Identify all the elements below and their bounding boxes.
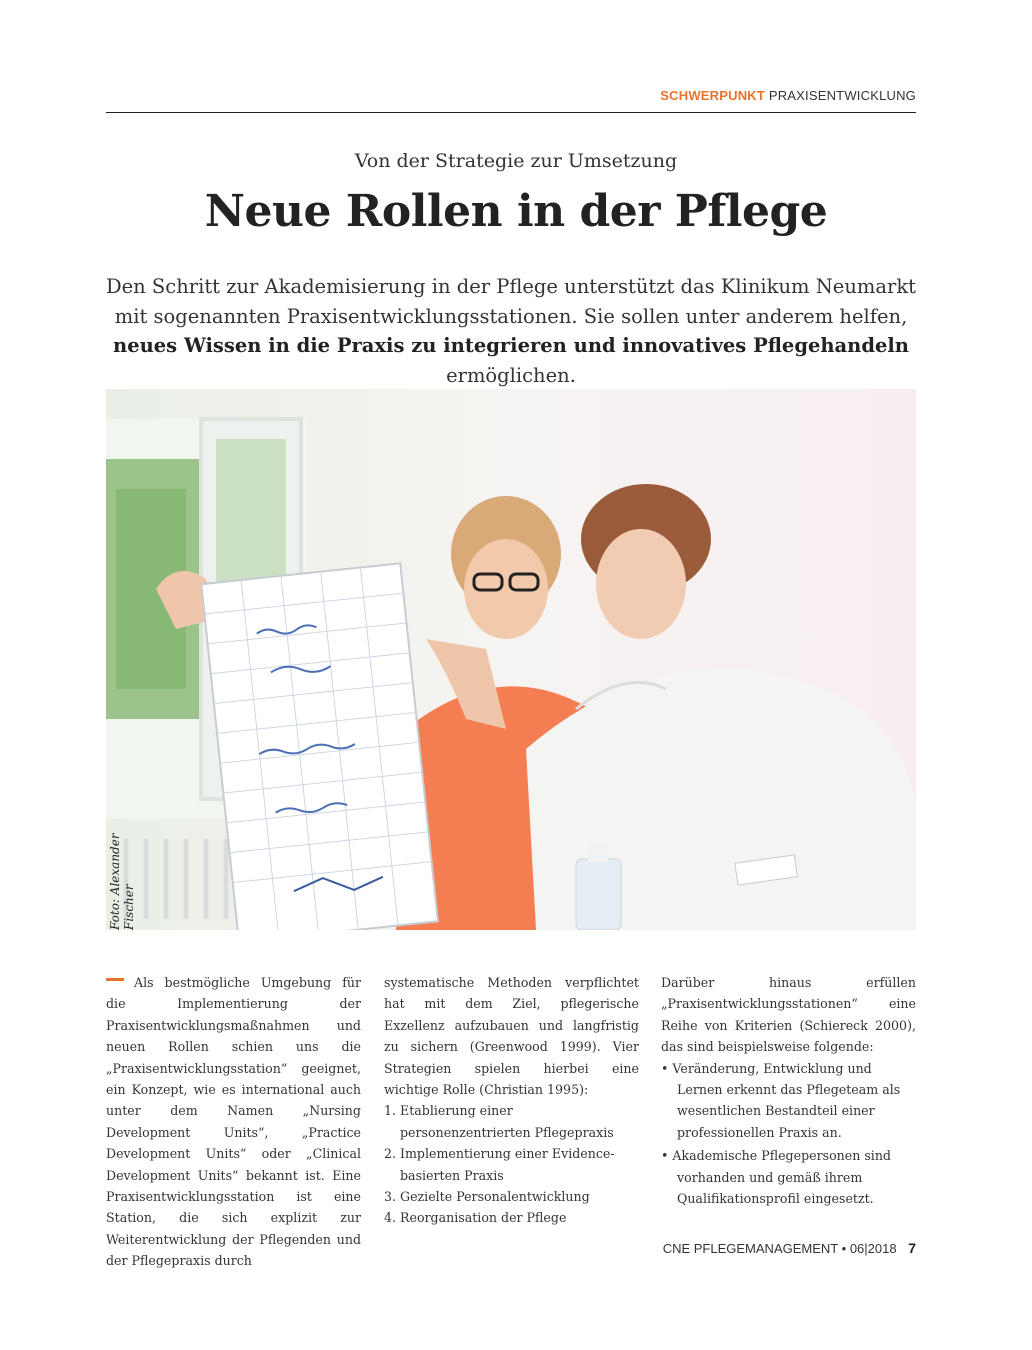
column-2: [384, 972, 639, 1229]
section-label: SCHWERPUNKT: [660, 88, 766, 103]
list-item: 3. Gezielte Personalentwicklung: [384, 1189, 590, 1205]
orange-dash-marker: [106, 978, 124, 981]
column-1: [106, 972, 361, 1272]
column-3-text: Darüber hinaus erfüllen „Praxisentwicklungsstationen“ eine Reihe von Kriterien (Schiereck 2000), das sind beispielsweise folgende:: [661, 975, 916, 1055]
list-item: 4. Reorganisation der Pflege: [384, 1210, 567, 1226]
article-intro: [106, 272, 916, 390]
issue-number: 06|2018: [849, 1241, 897, 1256]
photo-credit: Foto: Alexander Fischer: [108, 833, 136, 930]
intro-text: Den Schritt zur Akademisierung in der Pflege unterstützt das Klinikum Neumarkt mit sogenannten Praxisentwicklungsstationen. Sie sollen unter anderem helfen,: [106, 275, 916, 328]
list-item: • Veränderung, Entwicklung und Lernen erkennt das Pflegeteam als wesentlichen Bestandteil einer professionellen Praxis an.: [661, 1060, 901, 1140]
article-photo: [106, 389, 916, 930]
page-number: 7: [908, 1240, 916, 1256]
list-item: 1. Etablierung einer personenzentrierten Pflegepraxis: [384, 1103, 614, 1140]
strategies-list: [384, 1100, 639, 1228]
column-1-text: Als bestmögliche Umgebung für die Implementierung der Praxisentwicklungsmaßnahmen und neuen Rollen schien uns die „Praxisentwicklungsstation“ geeignet, ein Konzept, wie es international auch unter dem Namen „Nursing Development Units“, „Practice Development Units“ oder „Clinical Development Units“ bekannt ist. Eine Praxisentwicklungsstation ist eine Station, die sich explizit zur Weiterentwicklung der Pflegenden und der Pflegepraxis durch: [106, 975, 361, 1269]
article-kicker: Von der Strategie zur Umsetzung: [354, 150, 678, 172]
nurses-photo-illustration: [106, 389, 916, 930]
article-title: Neue Rollen in der Pflege: [204, 186, 828, 237]
criteria-list: [661, 1058, 916, 1210]
list-item: • Akademische Pflegepersonen sind vorhanden und gemäß ihrem Qualifikationsprofil eingesetzt.: [661, 1148, 891, 1207]
page-footer: [663, 1240, 916, 1256]
intro-text-end: ermöglichen.: [446, 363, 576, 387]
magazine-name: CNE PFLEGEMANAGEMENT: [662, 1241, 838, 1256]
topic-label: PRAXISENTWICKLUNG: [768, 88, 916, 103]
column-2-text: systematische Methoden verpflichtet hat mit dem Ziel, pflegerische Exzellenz aufzubauen und langfristig zu sichern (Greenwood 1999). Vier Strategien spielen hierbei eine wichtige Rolle (Christian 1995):: [384, 975, 639, 1098]
intro-highlight: neues Wissen in die Praxis zu integrieren und innovatives Pflegehandeln: [113, 334, 909, 357]
footer-separator: •: [841, 1241, 847, 1256]
list-item: 2. Implementierung einer Evidence-basierten Praxis: [384, 1146, 615, 1183]
column-3: [661, 972, 916, 1209]
running-header: [106, 88, 916, 113]
